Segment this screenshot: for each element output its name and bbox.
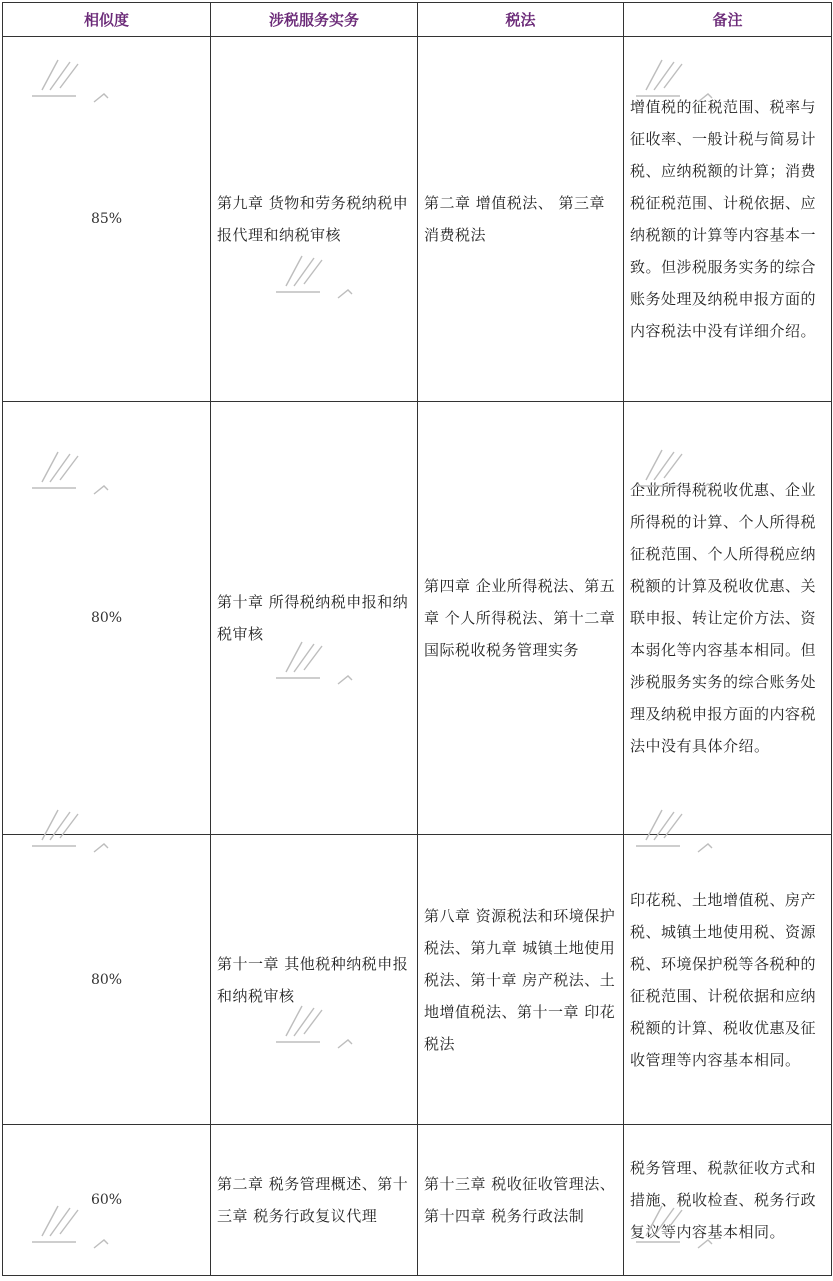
header-similarity: 相似度 [3,3,211,37]
header-note: 备注 [624,3,832,37]
similarity-cell: 80% [3,835,211,1125]
practice-cell: 第十一章 其他税种纳税申报和纳税审核 [211,835,418,1125]
note-cell: 印花税、土地增值税、房产税、城镇土地使用税、资源税、环境保护税等各税种的征税范围、计税依据和应纳税额的计算、税收优惠及征收管理等内容基本相同。 [624,835,832,1125]
header-row [3,3,832,37]
table-row [3,835,832,1125]
table-row [3,402,832,835]
practice-cell: 第十章 所得税纳税申报和纳税审核 [211,402,418,835]
tax-law-cell: 第二章 增值税法、 第三章 消费税法 [418,37,624,402]
similarity-cell: 60% [3,1125,211,1276]
note-cell: 税务管理、税款征收方式和措施、税收检查、税务行政复议等内容基本相同。 [624,1125,832,1276]
header-practice: 涉税服务实务 [211,3,418,37]
tax-law-cell: 第八章 资源税法和环境保护税法、第九章 城镇土地使用税法、第十章 房产税法、土地增值税法、第十一章 印花税法 [418,835,624,1125]
tax-law-cell: 第十三章 税收征收管理法、第十四章 税务行政法制 [418,1125,624,1276]
practice-cell: 第九章 货物和劳务税纳税申报代理和纳税审核 [211,37,418,402]
note-cell: 企业所得税税收优惠、企业所得税的计算、个人所得税征税范围、个人所得税应纳税额的计算及税收优惠、关联申报、转让定价方法、资本弱化等内容基本相同。但涉税服务实务的综合账务处理及纳税申报方面的内容税法中没有具体介绍。 [624,402,832,835]
similarity-cell: 85% [3,37,211,402]
practice-cell: 第二章 税务管理概述、第十三章 税务行政复议代理 [211,1125,418,1276]
header-tax-law: 税法 [418,3,624,37]
tax-law-cell: 第四章 企业所得税法、第五章 个人所得税法、第十二章 国际税收税务管理实务 [418,402,624,835]
table-row [3,37,832,402]
note-cell: 增值税的征税范围、税率与征收率、一般计税与简易计税、应纳税额的计算；消费税征税范围、计税依据、应纳税额的计算等内容基本一致。但涉税服务实务的综合账务处理及纳税申报方面的内容税法中没有详细介绍。 [624,37,832,402]
comparison-table [2,2,832,1276]
table-row [3,1125,832,1276]
similarity-cell: 80% [3,402,211,835]
